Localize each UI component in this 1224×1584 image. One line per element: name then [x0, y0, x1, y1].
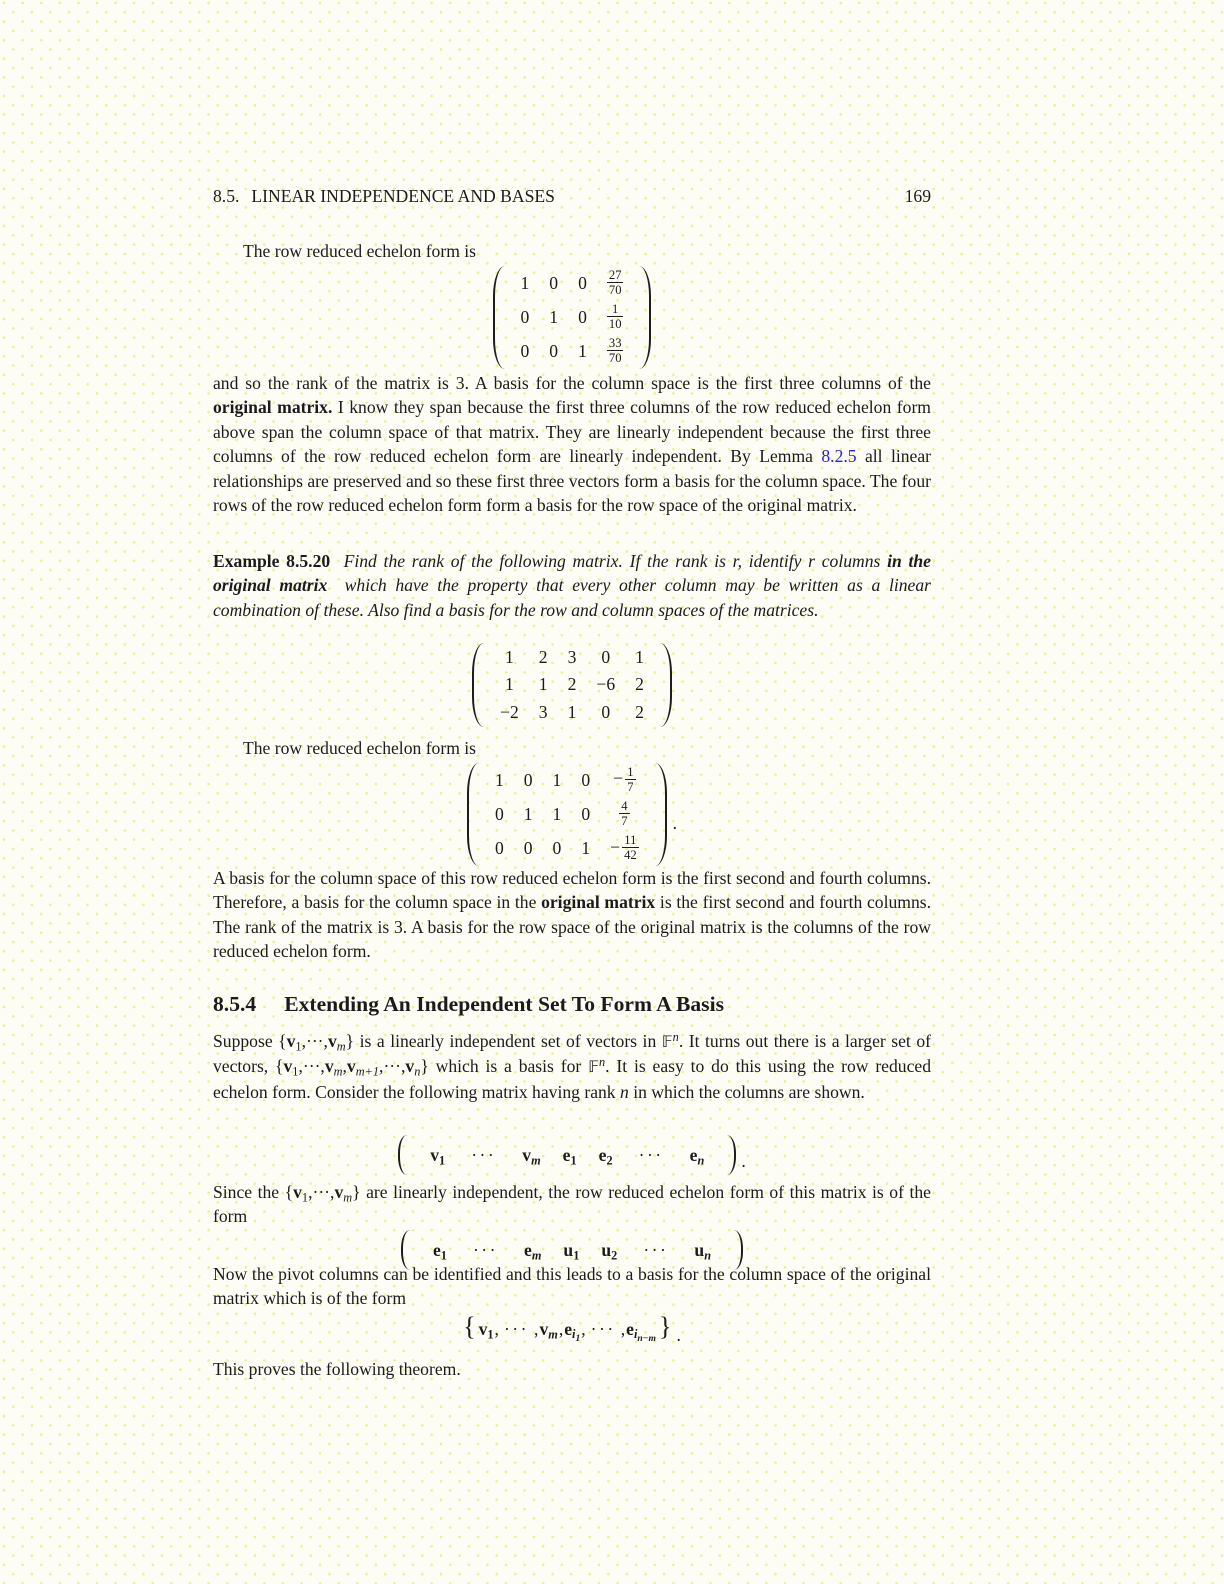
- subscript: 1: [487, 1327, 494, 1341]
- trailing-period: .: [676, 1324, 681, 1345]
- matrix-entry: 0: [523, 769, 533, 790]
- matrix-entry: 0: [578, 306, 587, 327]
- matrix-row: [490, 671, 654, 699]
- matrix-entry: 2: [567, 674, 577, 695]
- text-run: is the first second and fourth columns. The rank of the matrix is 3. A basis for the row space of the original matrix is the columns of the row reduced echelon form.: [213, 892, 931, 962]
- example-8-5-20: [213, 549, 931, 622]
- text-run: v: [293, 1182, 302, 1202]
- matrix-cell: [514, 763, 543, 797]
- matrix-rref-second: [213, 763, 931, 866]
- matrix-cell: [539, 300, 568, 334]
- superscript: n: [672, 1030, 679, 1044]
- text-run: ,···,: [298, 1056, 325, 1077]
- matrix-entry: 0: [494, 838, 504, 859]
- matrix-cell: [597, 334, 634, 368]
- text-run: v: [283, 1056, 293, 1077]
- matrix-cell: [568, 300, 597, 334]
- matrix-cell: [511, 300, 540, 334]
- cdots: ···: [643, 1239, 669, 1260]
- matrix-entry: $\frac{27}{70}$: [608, 267, 622, 297]
- subscript: n: [697, 1153, 705, 1167]
- intro-text: The row reduced echelon form is: [243, 241, 477, 261]
- vector-symbol: $e_{i_{n-m}}$: [626, 1318, 656, 1344]
- matrix-cell: [490, 643, 529, 671]
- text-run: v: [334, 1182, 344, 1202]
- section-number: 8.5.: [213, 186, 240, 206]
- matrix-entry: 2: [635, 702, 644, 723]
- matrix-entry: 0: [578, 272, 587, 293]
- right-paren: [654, 763, 667, 866]
- vector-symbol: $u_2$: [601, 1239, 618, 1262]
- display-basis-set: [213, 1314, 931, 1344]
- matrix-row: [485, 763, 649, 797]
- vector-symbol: $v_m$: [539, 1318, 558, 1341]
- text-run: original matrix.: [213, 397, 333, 418]
- matrix-entry: 1: [552, 769, 562, 790]
- matrix-entry: 3: [538, 702, 548, 723]
- matrix-cell: [568, 334, 597, 368]
- matrix-cell: [485, 831, 514, 865]
- matrix-example: [213, 643, 931, 727]
- comma-separator: ,: [581, 1318, 586, 1339]
- left-paren: [493, 266, 506, 369]
- matrix-row: [511, 266, 634, 300]
- text-run: } which is a basis for: [420, 1056, 589, 1077]
- paragraph-since: [213, 1180, 931, 1229]
- matrix-entry: 0: [549, 272, 559, 293]
- matrix-cell: [529, 643, 558, 671]
- matrix-cell: [625, 671, 654, 699]
- matrix-cell: [558, 699, 587, 727]
- right-paren: [659, 643, 672, 727]
- matrix-entry: 0: [549, 341, 559, 362]
- matrix-cell: [625, 643, 654, 671]
- page-number: 169: [904, 186, 931, 206]
- text-run: Since the {: [213, 1182, 294, 1202]
- matrix-entry: $\frac{4}{7}$: [621, 798, 628, 828]
- matrix-cell: [558, 643, 587, 671]
- vector-symbol: $e_2$: [598, 1144, 613, 1167]
- text-run: . It turns out there is a larger set of vectors, {: [213, 1031, 931, 1077]
- vector-symbol: $v_1$: [478, 1318, 494, 1341]
- section-title: LINEAR INDEPENDENCE AND BASES: [251, 186, 555, 206]
- matrix-entry: 0: [552, 838, 562, 859]
- paragraph-rank-basis: [213, 371, 931, 517]
- cdots: ···: [471, 1144, 497, 1165]
- matrix-cell: [543, 763, 572, 797]
- matrix-cell: [543, 831, 572, 865]
- matrix-cell: [597, 300, 634, 334]
- lemma-ref-link[interactable]: 8.2.5: [821, 446, 857, 467]
- text-run: . It is easy to do this using the row reduced echelon form. Consider the following matrix having rank: [213, 1056, 931, 1102]
- comma-separator: ,: [620, 1318, 626, 1339]
- text-run: Now the pivot columns can be identified and this leads to a basis for the column space of the original matrix which is of the form: [213, 1264, 931, 1309]
- text-run: A basis for the column space of this row reduced echelon form is the first second and fourth columns. Therefore, a basis for the column space in the: [213, 868, 931, 913]
- left-paren: [467, 763, 480, 866]
- subscript: 2: [606, 1153, 613, 1167]
- subscript: 1: [573, 1248, 580, 1262]
- paragraph-rref-intro-2: [213, 736, 961, 760]
- matrix-entry: 1: [549, 306, 559, 327]
- subscript: 1: [292, 1064, 299, 1079]
- matrix-entry: 0: [494, 803, 504, 824]
- matrix-entry: 0: [581, 803, 591, 824]
- right-paren: [638, 266, 651, 369]
- text-run: 𝔽: [661, 1032, 673, 1051]
- right-brace: }: [659, 1312, 672, 1341]
- matrix-entry: $\frac{1}{10}$: [608, 301, 622, 331]
- matrix-cell: [571, 831, 600, 865]
- subscript: 1: [439, 1153, 446, 1167]
- text-run: v: [405, 1056, 415, 1077]
- subscript: n: [704, 1248, 712, 1262]
- subscript: m: [548, 1327, 558, 1341]
- text-run: } is a linearly independent set of vectors in: [345, 1031, 662, 1051]
- matrix-entry: 1: [635, 646, 644, 667]
- subscript: in−m: [633, 1327, 656, 1344]
- text-run: v: [324, 1056, 334, 1077]
- cdots: ···: [472, 1239, 499, 1260]
- matrix-entry: 2: [538, 646, 548, 667]
- matrix-cell: [600, 831, 649, 865]
- matrix-rref-first: [213, 266, 931, 369]
- matrix-entry: 3: [567, 646, 577, 667]
- matrix-entry: −6: [596, 674, 616, 695]
- comma-separator: ,: [494, 1318, 499, 1339]
- left-paren: [398, 1135, 409, 1175]
- subscript: 1: [295, 1039, 302, 1054]
- vector-symbol: $e_1$: [562, 1144, 577, 1167]
- matrix-cell: [490, 699, 529, 727]
- text-run: in which the columns are shown.: [628, 1081, 865, 1102]
- matrix-cell: [529, 671, 558, 699]
- matrix-entry: 0: [523, 838, 533, 859]
- text-run: v: [286, 1031, 296, 1051]
- trailing-period: .: [741, 1150, 746, 1171]
- matrix-body: [490, 643, 654, 727]
- matrix-entry: 1: [567, 702, 577, 723]
- text-run: all linear relationships are preserved and so these first three vectors form a basis for the column space. The four rows of the row reduced echelon form form a basis for the row space of the original matrix.: [213, 446, 931, 516]
- section-heading-8-5-4: [213, 992, 931, 1017]
- right-paren: [725, 1135, 736, 1175]
- sub-subscript: 1: [575, 1332, 581, 1344]
- text-run: Suppose {: [213, 1031, 287, 1051]
- vector-symbol: $u_1$: [563, 1239, 580, 1262]
- subscript: m: [336, 1039, 346, 1054]
- matrix-cell: [571, 797, 600, 831]
- subscript: 1: [440, 1248, 447, 1262]
- matrix-cell: [539, 334, 568, 368]
- left-brace: {: [463, 1312, 476, 1341]
- matrix-cell: [571, 763, 600, 797]
- paragraph-suppose: [213, 1029, 931, 1104]
- text-run: Find the rank of the following matrix. If the rank is r, identify r columns: [330, 551, 888, 571]
- matrix-entry: 1: [520, 272, 530, 293]
- text-run: v: [346, 1056, 356, 1077]
- subscript: m+1: [355, 1064, 380, 1079]
- matrix-entry: 1: [523, 803, 533, 824]
- matrix-cell: [597, 266, 634, 300]
- matrix-cell: [511, 266, 540, 300]
- cdots: ···: [638, 1144, 664, 1165]
- superscript: n: [598, 1055, 606, 1070]
- text-run: ,: [342, 1056, 347, 1077]
- text-run: 𝔽: [588, 1057, 599, 1077]
- matrix-entry: 1: [505, 646, 514, 667]
- matrix-entry: 0: [601, 702, 611, 723]
- matrix-entry: 1: [538, 674, 548, 695]
- matrix-cell: [586, 699, 625, 727]
- matrix-row: [511, 334, 634, 368]
- matrix-cell: [514, 831, 543, 865]
- matrix-cell: [586, 671, 625, 699]
- matrix-row: [511, 300, 634, 334]
- text-run: This proves the following theorem.: [213, 1359, 461, 1379]
- vector-symbol: $e_1$: [432, 1239, 447, 1262]
- left-paren: [472, 643, 485, 727]
- text-run: and so the rank of the matrix is 3. A basis for the column space is the first three columns of the: [213, 373, 931, 393]
- vector-symbol: $e_{i_1}$: [564, 1318, 581, 1344]
- matrix-row: [485, 831, 649, 865]
- text-run: ,···,: [301, 1031, 328, 1051]
- matrix-cell: [558, 671, 587, 699]
- text-run: I know they span because the first three columns of the row reduced echelon form above span the column space of that matrix. They are linearly independent because the first three columns of the row reduced echelon form are linearly independent. By Lemma: [213, 397, 931, 467]
- matrix-entry: 0: [581, 769, 591, 790]
- subscript: 2: [611, 1248, 618, 1262]
- section-heading-number: 8.5.4: [213, 992, 257, 1016]
- matrix-entry: − $\frac{1}{7}$: [613, 764, 634, 794]
- sub-subscript: n−m: [637, 1332, 656, 1344]
- matrix-entry: 1: [578, 341, 587, 362]
- matrix-cell: [600, 797, 649, 831]
- subscript: m: [531, 1153, 541, 1167]
- text-run: ,···,: [308, 1182, 335, 1202]
- matrix-entry: − $\frac{11}{42}$: [610, 832, 637, 862]
- subscript: i1: [572, 1327, 581, 1344]
- subscript: m: [343, 1190, 353, 1205]
- matrix-cell: [485, 763, 514, 797]
- matrix-entry: 1: [494, 769, 504, 790]
- matrix-entry: −2: [500, 702, 519, 723]
- cdots: ···: [590, 1318, 616, 1339]
- text-run: n: [620, 1081, 629, 1102]
- subscript: m: [333, 1064, 343, 1079]
- trailing-period: .: [672, 812, 678, 833]
- matrix-entry: 1: [552, 803, 562, 824]
- matrix-row: [485, 797, 649, 831]
- text-run: which have the property that every other column may be written as a linear combination of these. Also find a basis for the row and column spaces of the matrices.: [213, 575, 931, 620]
- matrix-cell: [539, 266, 568, 300]
- matrix-entry: 0: [520, 341, 530, 362]
- running-section-title: [213, 186, 555, 207]
- text-run: v: [327, 1031, 337, 1051]
- intro-text: The row reduced echelon form is: [243, 738, 477, 758]
- text-run: original matrix: [541, 892, 656, 913]
- matrix-cell: [511, 334, 540, 368]
- matrix-cell: [529, 699, 558, 727]
- page-header: [213, 186, 931, 207]
- text-run: Example 8.5.20: [213, 551, 331, 571]
- matrix-cell: [490, 671, 529, 699]
- paragraph-proves: [213, 1357, 931, 1381]
- matrix-cell: [514, 797, 543, 831]
- matrix-entry: 0: [520, 306, 530, 327]
- matrix-row: [490, 699, 654, 727]
- matrix-cell: [485, 797, 514, 831]
- comma-separator: ,: [558, 1318, 564, 1339]
- matrix-body: [511, 266, 634, 369]
- matrix-entry: 2: [635, 674, 644, 695]
- text-run: } are linearly independent, the row reduced echelon form of this matrix is of the form: [213, 1182, 931, 1227]
- matrix-cell: [543, 797, 572, 831]
- subscript: m: [531, 1248, 542, 1262]
- matrix-cell: [625, 699, 654, 727]
- vector-symbol: $u_n$: [694, 1239, 712, 1262]
- section-heading-title: Extending An Independent Set To Form A Basis: [284, 992, 724, 1016]
- vector-symbol: $v_1$: [430, 1144, 446, 1167]
- display-v-e-matrix: [213, 1132, 931, 1178]
- cdots: ···: [503, 1318, 530, 1339]
- subscript: 1: [301, 1190, 309, 1205]
- vector-symbol: $v_m$: [522, 1144, 541, 1167]
- matrix-cell: [600, 763, 649, 797]
- vector-symbol: $e_m$: [524, 1239, 542, 1262]
- matrix-row: [490, 643, 654, 671]
- comma-separator: ,: [534, 1318, 539, 1339]
- matrix-body: [485, 763, 649, 866]
- paragraph-basis-columns: [213, 866, 931, 964]
- subscript: 1: [570, 1153, 577, 1167]
- text-run: in the original matrix: [213, 551, 931, 596]
- matrix-entry: 1: [505, 674, 514, 695]
- matrix-cell: [586, 643, 625, 671]
- text-run: ,···,: [379, 1056, 406, 1077]
- vector-symbol: $e_n$: [689, 1144, 705, 1167]
- paragraph-rref-intro-1: [213, 239, 961, 263]
- matrix-entry: $\frac{33}{70}$: [608, 335, 622, 365]
- matrix-entry: 0: [601, 646, 611, 667]
- subscript: n: [414, 1064, 421, 1079]
- paragraph-pivot: [213, 1262, 931, 1311]
- matrix-cell: [568, 266, 597, 300]
- matrix-entry: 1: [581, 838, 591, 859]
